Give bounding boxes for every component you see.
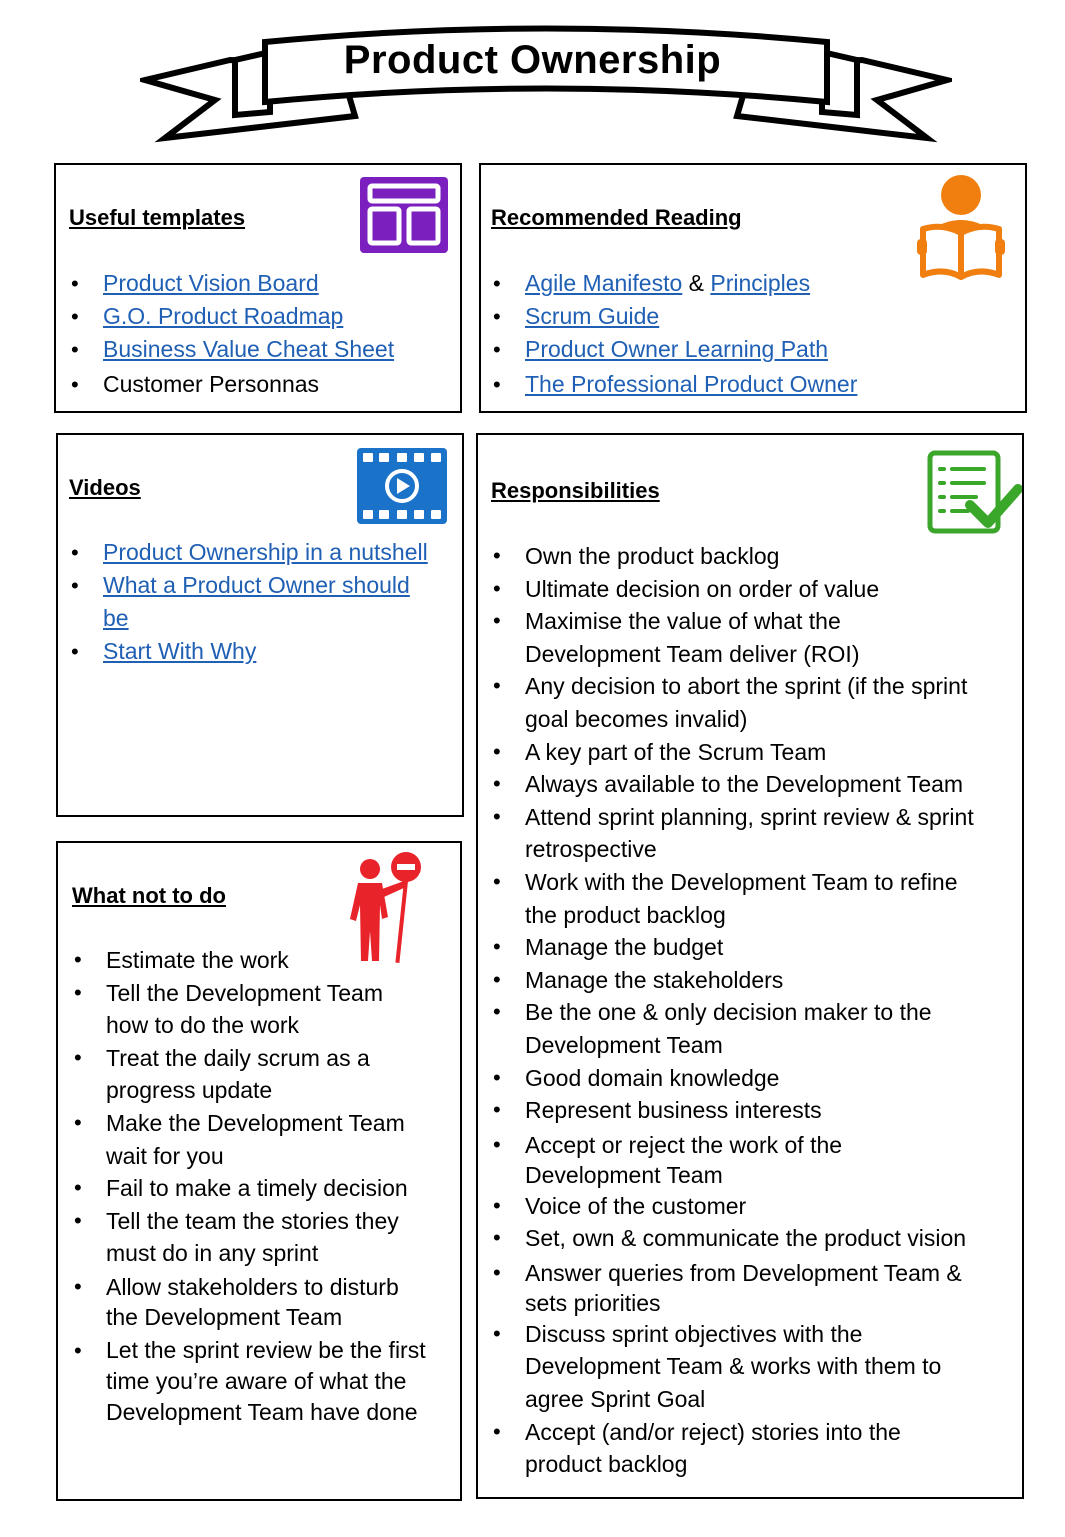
list-item [72,1272,452,1332]
list-item [491,1416,1009,1481]
what-not-text: Tell the Development Team how to do the work [106,979,383,1039]
list-item[interactable] [491,368,1011,401]
list-item [491,964,1009,997]
responsibility-text: Discuss sprint objectives with the Development Team & works with them to agree Sprint Goal [525,1320,942,1413]
what-not-text: Tell the team the stories they must do in any sprint [106,1207,399,1267]
list-item [72,944,452,977]
list-item [491,1258,1009,1318]
list-item [491,1222,1009,1255]
responsibility-text: Accept (and/or reject) stories into the product backlog [525,1418,901,1478]
responsibilities-heading: Responsibilities [491,478,660,503]
responsibility-text: Attend sprint planning, sprint review & sprint retrospective [525,803,974,863]
video-link[interactable]: Start With Why [103,638,257,664]
template-link[interactable]: Business Value Cheat Sheet [103,336,395,362]
useful-templates-panel [54,163,462,413]
videos-heading: Videos [69,475,141,500]
responsibility-text: A key part of the Scrum Team [525,738,827,765]
what-not-text: Estimate the work [106,947,289,973]
reading-link[interactable]: Principles [710,270,811,296]
list-item [72,1205,452,1270]
what-not-to-do-list [72,944,452,1428]
what-not-text: Let the sprint review be the first time you’re aware of what the Development Team have done [106,1336,426,1425]
list-item [69,368,449,401]
recommended-reading-heading: Recommended Reading [491,205,742,230]
reading-separator: & [682,270,711,296]
what-not-text: Treat the daily scrum as a progress update [106,1044,370,1104]
list-item [491,670,1009,735]
responsibility-text: Manage the stakeholders [525,966,784,993]
list-item[interactable] [69,536,454,569]
person-reading-icon [915,171,1009,281]
list-item [491,1318,1009,1416]
list-item [491,540,1009,573]
responsibility-text: Answer queries from Development Team & sets priorities [525,1259,962,1316]
video-film-icon [356,447,448,525]
list-item[interactable] [491,267,1011,300]
useful-templates-heading: Useful templates [69,205,246,230]
layout-template-icon [358,175,450,255]
list-item[interactable] [491,333,1011,366]
template-link[interactable]: G.O. Product Roadmap [103,303,344,329]
responsibility-text: Set, own & communicate the product vision [525,1225,967,1252]
list-item [491,1130,1009,1190]
template-link[interactable]: Product Vision Board [103,270,319,296]
list-item[interactable] [69,569,454,635]
responsibility-text: Accept or reject the work of the Development Team [525,1131,843,1188]
responsibility-text: Be the one & only decision maker to the Development Team [525,999,932,1058]
reading-link[interactable]: Agile Manifesto [525,270,683,296]
template-text: Customer Personnas [103,371,320,397]
videos-list [69,536,454,668]
list-item [72,1107,452,1172]
list-item[interactable] [69,635,454,668]
responsibility-text: Any decision to abort the sprint (if the sprint goal becomes invalid) [525,673,968,732]
useful-templates-list [69,267,449,401]
responsibility-text: Represent business interests [525,1097,822,1124]
video-link[interactable]: What a Product Owner should be [103,572,410,631]
reading-link[interactable]: The Professional Product Owner [525,371,858,397]
list-item [72,977,452,1042]
recommended-reading-panel [479,163,1027,413]
list-item [491,1062,1009,1095]
checklist-icon [926,449,1022,537]
list-item [72,1335,452,1428]
list-item [491,801,1009,866]
what-not-to-do-heading: What not to do [72,883,226,908]
page-title: Product Ownership [343,38,722,82]
what-not-text: Fail to make a timely decision [106,1175,408,1202]
responsibilities-panel [476,433,1024,1499]
responsibility-text: Good domain knowledge [525,1064,780,1091]
list-item [491,736,1009,769]
what-not-text: Allow stakeholders to disturb the Development Team [106,1273,399,1330]
videos-panel [56,433,464,817]
reading-link[interactable]: Scrum Guide [525,303,660,329]
what-not-to-do-panel [56,841,462,1501]
list-item [491,1094,1009,1127]
responsibility-text: Maximise the value of what the Development Team deliver (ROI) [525,608,860,667]
reading-link[interactable]: Product Owner Learning Path [525,336,829,362]
list-item [491,1190,1009,1223]
list-item [491,605,1009,670]
list-item [72,1172,452,1205]
list-item [491,931,1009,964]
list-item [491,996,1009,1061]
list-item [491,573,1009,606]
responsibility-text: Always available to the Development Team [525,771,964,798]
list-item [491,768,1009,801]
recommended-reading-list [491,267,1011,401]
what-not-text: Make the Development Team wait for you [106,1109,405,1169]
responsibility-text: Work with the Development Team to refine the product backlog [525,868,958,928]
list-item[interactable] [69,300,449,333]
video-link[interactable]: Product Ownership in a nutshell [103,539,428,565]
list-item[interactable] [69,267,449,300]
list-item[interactable] [69,333,449,366]
responsibility-text: Voice of the customer [525,1192,747,1219]
responsibilities-list [491,540,1009,1481]
responsibility-text: Own the product backlog [525,543,780,569]
responsibility-text: Ultimate decision on order of value [525,575,880,602]
list-item [491,866,1009,931]
responsibility-text: Manage the budget [525,934,724,961]
list-item [72,1042,452,1107]
list-item[interactable] [491,300,1011,333]
